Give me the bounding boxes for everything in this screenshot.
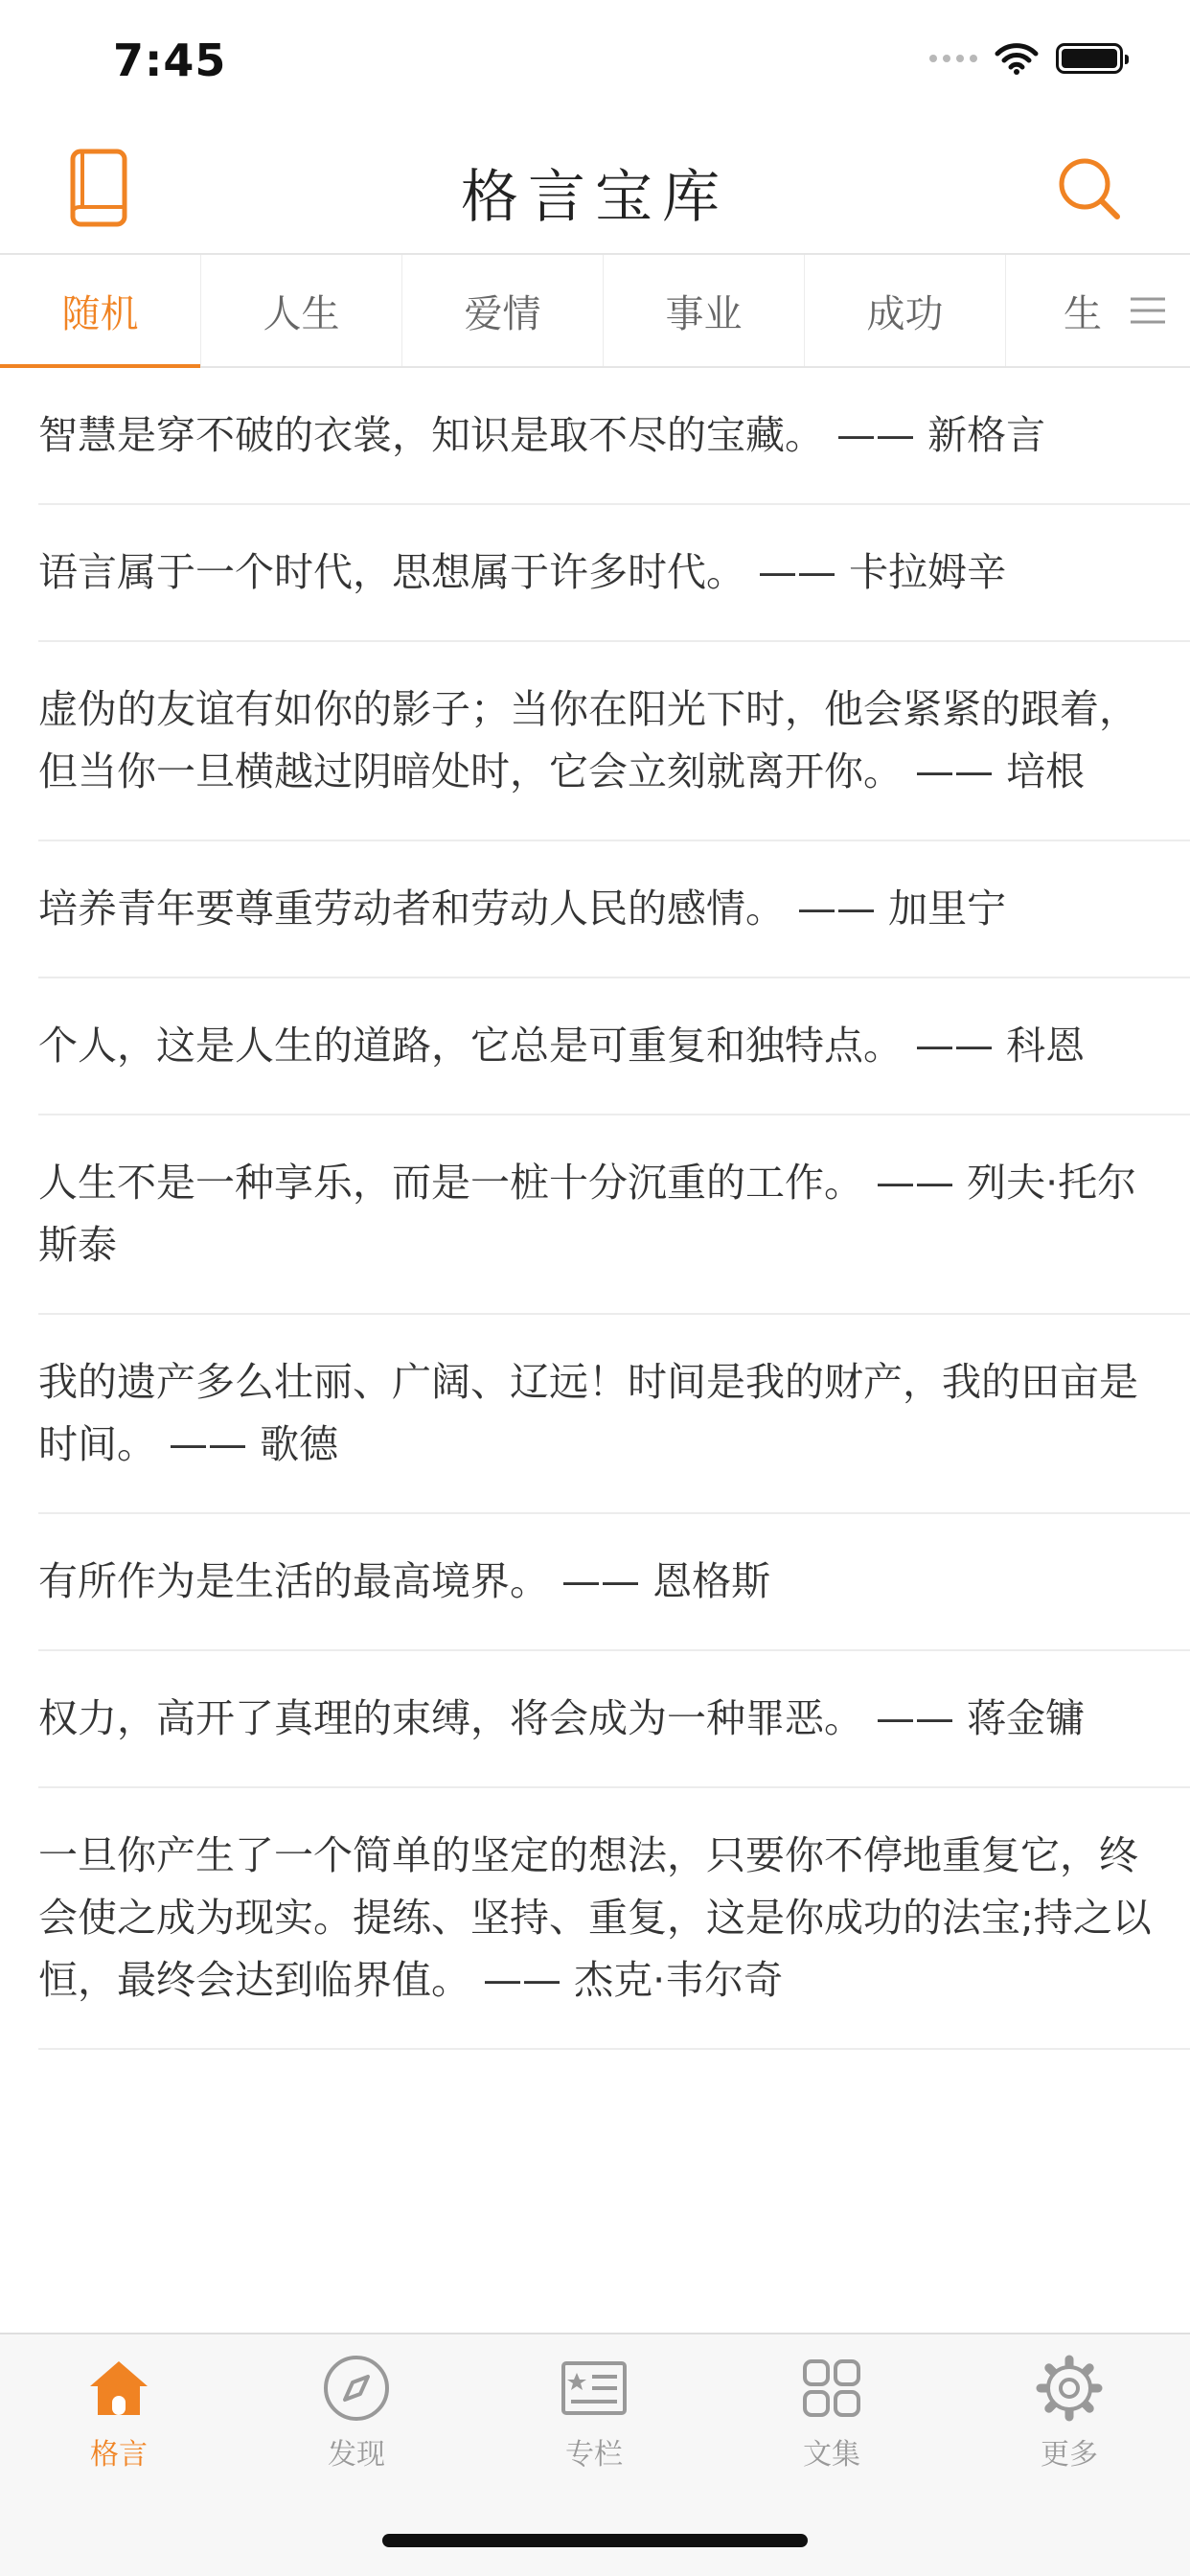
search-icon[interactable] bbox=[1056, 155, 1123, 222]
quote-list bbox=[0, 368, 1190, 2333]
home-indicator[interactable] bbox=[382, 2534, 808, 2547]
tabbar-label: 格言 bbox=[90, 2438, 148, 2472]
tab-life[interactable] bbox=[201, 255, 402, 366]
gear-icon bbox=[1035, 2354, 1104, 2423]
quote-item[interactable]: 智慧是穿不破的衣裳，知识是取不尽的宝藏。 —— 新格言 bbox=[38, 368, 1190, 505]
cellular-signal-icon bbox=[929, 55, 977, 62]
quote-item[interactable]: 我的遗产多么壮丽、广阔、辽远！时间是我的财产，我的田亩是时间。 —— 歌德 bbox=[38, 1315, 1190, 1514]
nav-bar bbox=[0, 126, 1190, 253]
status-icons bbox=[929, 42, 1123, 75]
tab-label: 爱情 bbox=[464, 291, 541, 336]
tabbar-item-columns[interactable] bbox=[517, 2354, 671, 2472]
tabbar-item-collections[interactable] bbox=[755, 2354, 908, 2472]
tabbar-label: 专栏 bbox=[565, 2438, 623, 2472]
compass-icon bbox=[322, 2354, 391, 2423]
column-icon bbox=[560, 2354, 629, 2423]
tab-label: 事业 bbox=[665, 291, 743, 336]
quote-item[interactable]: 语言属于一个时代，思想属于许多时代。 —— 卡拉姆辛 bbox=[38, 505, 1190, 642]
status-bar bbox=[0, 0, 1190, 126]
page-title: 格言宝库 bbox=[461, 164, 729, 231]
tabbar-label: 文集 bbox=[803, 2438, 860, 2472]
tab-label: 成功 bbox=[866, 291, 944, 336]
quote-item[interactable]: 权力，高开了真理的束缚，将会成为一种罪恶。 —— 蒋金镛 bbox=[38, 1651, 1190, 1788]
tabbar-item-discover[interactable] bbox=[280, 2354, 433, 2472]
tab-love[interactable] bbox=[402, 255, 604, 366]
tabbar-label: 发现 bbox=[328, 2438, 385, 2472]
tabbar-item-quotes[interactable] bbox=[42, 2354, 195, 2472]
tab-label: 人生 bbox=[263, 291, 340, 336]
quote-item[interactable]: 一旦你产生了一个简单的坚定的想法，只要你不停地重复它，终会使之成为现实。提练、坚持、重复，这是你成功的法宝;持之以恒，最终会达到临界值。 —— 杰克·韦尔奇 bbox=[38, 1788, 1190, 2050]
menu-icon[interactable] bbox=[1129, 291, 1167, 330]
quote-item[interactable]: 虚伪的友谊有如你的影子；当你在阳光下时，他会紧紧的跟着，但当你一旦横越过阴暗处时，它会立刻就离开你。 —— 培根 bbox=[38, 642, 1190, 841]
quote-item[interactable]: 人生不是一种享乐，而是一桩十分沉重的工作。 —— 列夫·托尔斯泰 bbox=[38, 1116, 1190, 1315]
battery-icon bbox=[1056, 43, 1123, 74]
quote-item[interactable]: 培养青年要尊重劳动者和劳动人民的感情。 —— 加里宁 bbox=[38, 841, 1190, 978]
tabbar-item-more[interactable] bbox=[993, 2354, 1146, 2472]
tab-label: 随机 bbox=[61, 291, 139, 336]
grid-icon bbox=[797, 2354, 866, 2423]
tab-random[interactable] bbox=[0, 255, 201, 366]
tab-career[interactable] bbox=[604, 255, 805, 366]
quote-item[interactable]: 有所作为是生活的最高境界。 —— 恩格斯 bbox=[38, 1514, 1190, 1651]
tabbar-label: 更多 bbox=[1041, 2438, 1098, 2472]
category-tabs bbox=[0, 253, 1190, 368]
quote-item[interactable]: 个人，这是人生的道路，它总是可重复和独特点。 —— 科恩 bbox=[38, 978, 1190, 1116]
home-icon bbox=[84, 2354, 153, 2423]
wifi-icon bbox=[995, 42, 1039, 75]
tab-success[interactable] bbox=[805, 255, 1006, 366]
tab-partial[interactable] bbox=[1006, 255, 1140, 366]
tab-label: 生 bbox=[1064, 291, 1102, 336]
status-time: 7:45 bbox=[113, 34, 227, 86]
